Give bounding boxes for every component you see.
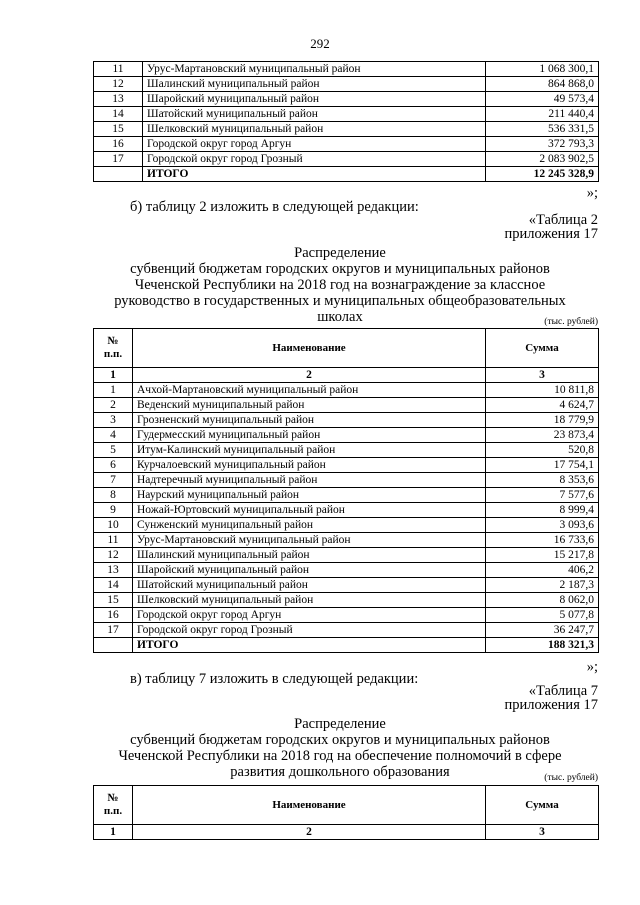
row-sum: 8 999,4 bbox=[486, 503, 599, 518]
title-line: Распределение bbox=[294, 245, 386, 261]
row-number: 6 bbox=[94, 458, 133, 473]
table-row bbox=[94, 608, 599, 623]
header-sum: Сумма bbox=[486, 329, 599, 368]
row-name: Городской округ город Грозный bbox=[133, 623, 486, 638]
row-number: 11 bbox=[94, 62, 143, 77]
title-line: развития дошкольного образования bbox=[230, 764, 450, 780]
row-sum: 3 093,6 bbox=[486, 518, 599, 533]
table-row bbox=[94, 623, 599, 638]
closing-quote: »; bbox=[586, 185, 598, 201]
colnum-2: 2 bbox=[133, 368, 486, 383]
table-row bbox=[94, 503, 599, 518]
unit-label-2: (тыс. рублей) bbox=[544, 773, 598, 783]
row-name: Веденский муниципальный район bbox=[133, 398, 486, 413]
table-ref-line2: приложения 17 bbox=[504, 226, 598, 242]
row-sum: 2 083 902,5 bbox=[486, 152, 599, 167]
table-row bbox=[94, 443, 599, 458]
table7-title bbox=[60, 716, 620, 780]
row-name: Шелковский муниципальный район bbox=[143, 122, 486, 137]
row-name: Ачхой-Мартановский муниципальный район bbox=[133, 383, 486, 398]
row-number: 5 bbox=[94, 443, 133, 458]
row-sum: 1 068 300,1 bbox=[486, 62, 599, 77]
row-name: Грозненский муниципальный район bbox=[133, 413, 486, 428]
row-number: 2 bbox=[94, 398, 133, 413]
total-sum: 188 321,3 bbox=[486, 638, 599, 653]
table-ref-line1: «Таблица 2 bbox=[528, 212, 598, 228]
row-number: 14 bbox=[94, 578, 133, 593]
row-name: Шаройский муниципальный район bbox=[143, 92, 486, 107]
row-name: Шелковский муниципальный район bbox=[133, 593, 486, 608]
total-empty bbox=[94, 638, 133, 653]
row-sum: 8 062,0 bbox=[486, 593, 599, 608]
table-row bbox=[94, 428, 599, 443]
row-name: Городской округ город Аргун bbox=[143, 137, 486, 152]
table-row bbox=[94, 593, 599, 608]
total-row bbox=[94, 167, 599, 182]
row-name: Шалинский муниципальный район bbox=[133, 548, 486, 563]
row-sum: 23 873,4 bbox=[486, 428, 599, 443]
row-number: 7 bbox=[94, 473, 133, 488]
row-sum: 18 779,9 bbox=[486, 413, 599, 428]
total-label: ИТОГО bbox=[143, 167, 486, 182]
table-row bbox=[94, 137, 599, 152]
table-row bbox=[94, 92, 599, 107]
row-sum: 8 353,6 bbox=[486, 473, 599, 488]
row-number: 12 bbox=[94, 77, 143, 92]
row-sum: 36 247,7 bbox=[486, 623, 599, 638]
total-label: ИТОГО bbox=[133, 638, 486, 653]
paragraph-b: б) таблицу 2 изложить в следующей редакции: bbox=[130, 199, 419, 215]
table-row bbox=[94, 77, 599, 92]
row-sum: 2 187,3 bbox=[486, 578, 599, 593]
row-sum: 864 868,0 bbox=[486, 77, 599, 92]
row-name: Шатойский муниципальный район bbox=[133, 578, 486, 593]
row-number: 1 bbox=[94, 383, 133, 398]
header-no: № п.п. bbox=[94, 329, 133, 368]
row-sum: 49 573,4 bbox=[486, 92, 599, 107]
row-name: Курчалоевский муниципальный район bbox=[133, 458, 486, 473]
table7-ref-line1: «Таблица 7 bbox=[528, 683, 598, 699]
t7-colnum-2: 2 bbox=[133, 825, 486, 840]
table-row bbox=[94, 533, 599, 548]
row-number: 16 bbox=[94, 137, 143, 152]
row-name: Урус-Мартановский муниципальный район bbox=[133, 533, 486, 548]
row-number: 11 bbox=[94, 533, 133, 548]
title-line: руководство в государственных и муниципальных общеобразовательных bbox=[114, 293, 566, 309]
row-name: Гудермесский муниципальный район bbox=[133, 428, 486, 443]
row-sum: 536 331,5 bbox=[486, 122, 599, 137]
row-name: Шатойский муниципальный район bbox=[143, 107, 486, 122]
table-row bbox=[94, 383, 599, 398]
t7-colnum-3: 3 bbox=[486, 825, 599, 840]
row-name: Ножай-Юртовский муниципальный район bbox=[133, 503, 486, 518]
table-row bbox=[94, 398, 599, 413]
table-row bbox=[94, 488, 599, 503]
row-number: 16 bbox=[94, 608, 133, 623]
page-number: 292 bbox=[310, 36, 330, 51]
table-row bbox=[94, 107, 599, 122]
row-name: Шалинский муниципальный район bbox=[143, 77, 486, 92]
row-sum: 10 811,8 bbox=[486, 383, 599, 398]
table-row bbox=[94, 413, 599, 428]
table-row bbox=[94, 563, 599, 578]
total-row bbox=[94, 638, 599, 653]
row-sum: 406,2 bbox=[486, 563, 599, 578]
title-line: Чеченской Республики на 2018 год на вознаграждение за классное bbox=[134, 277, 546, 293]
row-number: 14 bbox=[94, 107, 143, 122]
t7-colnum-1: 1 bbox=[94, 825, 133, 840]
table7 bbox=[93, 785, 599, 840]
closing-quote-2: »; bbox=[586, 659, 598, 675]
row-name: Городской округ город Грозный bbox=[143, 152, 486, 167]
row-name: Урус-Мартановский муниципальный район bbox=[143, 62, 486, 77]
row-sum: 372 793,3 bbox=[486, 137, 599, 152]
row-number: 10 bbox=[94, 518, 133, 533]
row-sum: 17 754,1 bbox=[486, 458, 599, 473]
t7-header-sum: Сумма bbox=[486, 786, 599, 825]
header-name: Наименование bbox=[133, 329, 486, 368]
table2 bbox=[93, 328, 599, 653]
row-number: 13 bbox=[94, 92, 143, 107]
table-row bbox=[94, 62, 599, 77]
colnum-1: 1 bbox=[94, 368, 133, 383]
row-number: 15 bbox=[94, 122, 143, 137]
row-sum: 4 624,7 bbox=[486, 398, 599, 413]
title-line: субвенций бюджетам городских округов и муниципальных районов bbox=[130, 732, 550, 748]
table-row bbox=[94, 458, 599, 473]
title-line: школах bbox=[317, 309, 363, 325]
unit-label: (тыс. рублей) bbox=[544, 317, 598, 327]
row-name: Наурский муниципальный район bbox=[133, 488, 486, 503]
table-row bbox=[94, 152, 599, 167]
row-number: 13 bbox=[94, 563, 133, 578]
row-sum: 15 217,8 bbox=[486, 548, 599, 563]
row-name: Сунженский муниципальный район bbox=[133, 518, 486, 533]
title-line: Чеченской Республики на 2018 год на обеспечение полномочий в сфере bbox=[118, 748, 562, 764]
table-row bbox=[94, 548, 599, 563]
row-sum: 7 577,6 bbox=[486, 488, 599, 503]
row-sum: 5 077,8 bbox=[486, 608, 599, 623]
table-row bbox=[94, 473, 599, 488]
row-name: Шаройский муниципальный район bbox=[133, 563, 486, 578]
table-row bbox=[94, 122, 599, 137]
title-line: субвенций бюджетам городских округов и муниципальных районов bbox=[130, 261, 550, 277]
paragraph-v: в) таблицу 7 изложить в следующей редакции: bbox=[130, 671, 419, 687]
row-name: Надтеречный муниципальный район bbox=[133, 473, 486, 488]
row-name: Городской округ город Аргун bbox=[133, 608, 486, 623]
row-number: 12 bbox=[94, 548, 133, 563]
row-number: 8 bbox=[94, 488, 133, 503]
row-name: Итум-Калинский муниципальный район bbox=[133, 443, 486, 458]
colnum-3: 3 bbox=[486, 368, 599, 383]
total-empty bbox=[94, 167, 143, 182]
table-row bbox=[94, 518, 599, 533]
row-sum: 520,8 bbox=[486, 443, 599, 458]
t7-header-name: Наименование bbox=[133, 786, 486, 825]
table7-ref-line2: приложения 17 bbox=[504, 697, 598, 713]
table-continuation bbox=[93, 61, 599, 182]
row-number: 9 bbox=[94, 503, 133, 518]
title-line: Распределение bbox=[294, 716, 386, 732]
row-number: 4 bbox=[94, 428, 133, 443]
table2-title bbox=[60, 245, 620, 325]
row-number: 3 bbox=[94, 413, 133, 428]
table-row bbox=[94, 578, 599, 593]
row-sum: 211 440,4 bbox=[486, 107, 599, 122]
row-number: 17 bbox=[94, 623, 133, 638]
row-sum: 16 733,6 bbox=[486, 533, 599, 548]
total-sum: 12 245 328,9 bbox=[486, 167, 599, 182]
row-number: 17 bbox=[94, 152, 143, 167]
t7-header-no: № п.п. bbox=[94, 786, 133, 825]
row-number: 15 bbox=[94, 593, 133, 608]
